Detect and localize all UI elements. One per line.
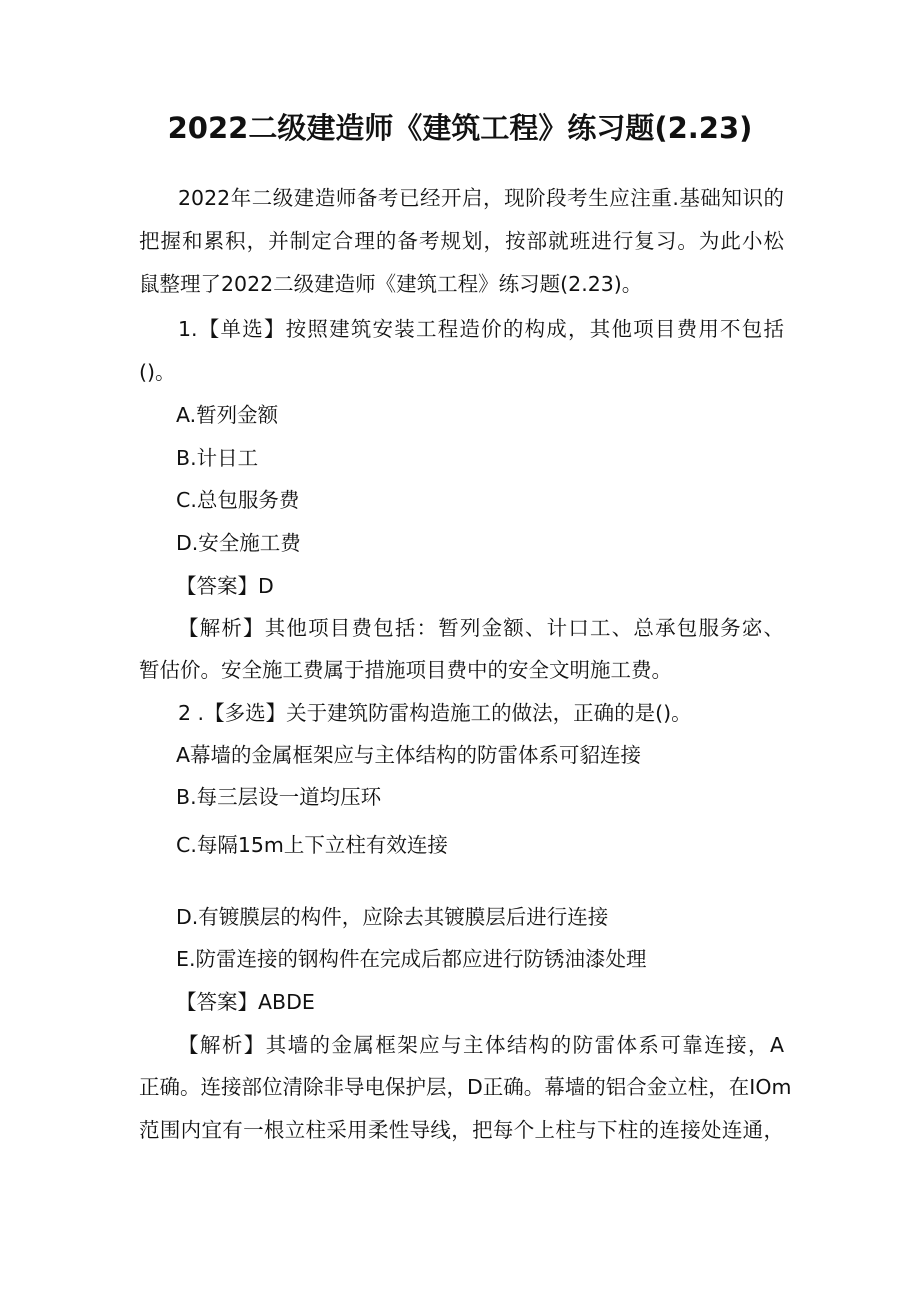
question-1-stem-line-1: 1.【单选】按照建筑安装工程造价的构成，其他项目费用不包括 [178, 317, 784, 341]
intro-line-2: 把握和累积，并制定合理的备考规划，按部就班进行复习。为此小松 [139, 229, 784, 253]
question-2-option-d: D.有镀膜层的构件，应除去其镀膜层后进行连接 [176, 905, 609, 929]
document-title: 2022二级建造师《建筑工程》练习题(2.23) [167, 111, 753, 145]
question-2-option-e: E.防雷连接的钢构件在完成后都应进行防锈油漆处理 [176, 947, 647, 971]
question-1-option-a: A.暂列金额 [176, 403, 279, 427]
question-1-option-c: C.总包服务费 [176, 488, 300, 512]
question-2-option-c: C.每隔15m上下立柱有效连接 [176, 833, 448, 857]
question-2-analysis-line-3: 范围内宜有一根立柱采用柔性导线，把每个上柱与下柱的连接处连通， [139, 1118, 784, 1142]
question-1-stem-line-2: ()。 [139, 360, 176, 384]
question-2-analysis-line-2: 正确。连接部位清除非导电保护层，D正确。幕墙的铝合金立柱，在IOm [139, 1075, 792, 1099]
question-1-analysis-line-1: 【解析】其他项目费包括：暂列金额、计口工、总承包服务宓、 [178, 616, 784, 640]
question-2-option-a: A幕墙的金属框架应与主体结构的防雷体系可貂连接 [176, 743, 642, 767]
question-1-option-b: B.计日工 [176, 446, 259, 470]
question-2-stem: 2 .【多选】关于建筑防雷构造施工的做法，正确的是()。 [178, 701, 692, 725]
question-1-answer: 【答案】D [176, 574, 274, 598]
question-1-option-d: D.安全施工费 [176, 531, 301, 555]
intro-line-3: 鼠整理了2022二级建造师《建筑工程》练习题(2.23)。 [139, 272, 643, 296]
question-2-answer: 【答案】ABDE [176, 990, 315, 1014]
intro-line-1: 2022年二级建造师备考已经开启，现阶段考生应注重.基础知识的 [178, 186, 784, 210]
question-2-analysis-line-1: 【解析】其墙的金属框架应与主体结构的防雷体系可靠连接，A [178, 1033, 784, 1057]
question-1-analysis-line-2: 暂估价。安全施工费属于措施项目费中的安全文明施工费。 [139, 658, 672, 682]
question-2-option-b: B.每三层设一道均压环 [176, 785, 382, 809]
